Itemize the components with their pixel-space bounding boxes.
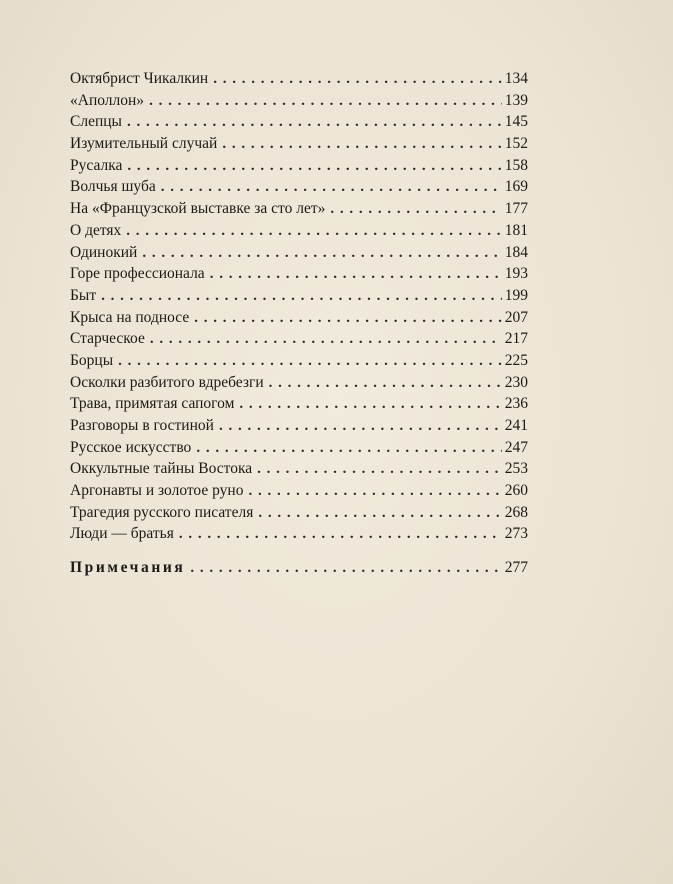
toc-entry <box>70 133 528 155</box>
dot-leader <box>126 221 501 243</box>
toc-entry-title: Борцы <box>70 351 114 369</box>
toc-entry <box>70 523 528 545</box>
toc-entry-title: Октябрист Чикалкин <box>70 70 209 87</box>
toc-entry-title: Одинокий <box>70 243 138 261</box>
toc-entry <box>70 437 528 459</box>
toc-entry-title: Аргонавты и золотое руно <box>70 482 244 500</box>
toc-entry <box>70 285 528 307</box>
toc-entry <box>70 220 528 242</box>
toc-entry-page: 236 <box>504 395 528 413</box>
toc-entry-page: 230 <box>504 373 528 391</box>
dot-leader <box>210 264 502 286</box>
dot-leader <box>248 481 501 503</box>
toc-entry <box>70 263 528 285</box>
toc-entry-title: Слепцы <box>70 113 122 131</box>
toc-entry-title: Люди — братья <box>70 525 174 543</box>
toc-entry-page: 247 <box>504 438 528 456</box>
table-of-contents <box>70 68 528 579</box>
toc-entry <box>70 242 528 264</box>
toc-entry <box>70 415 528 437</box>
toc-entry <box>70 155 528 177</box>
dot-leader <box>190 558 501 580</box>
toc-entry-title: Изумительный случай <box>70 135 218 153</box>
dot-leader <box>257 459 502 481</box>
dot-leader <box>196 438 501 460</box>
toc-entry-title: Старческое <box>70 330 145 348</box>
toc-entry-page: 152 <box>504 135 528 153</box>
toc-entry-page: 225 <box>504 351 528 369</box>
dot-leader <box>101 286 502 308</box>
toc-entry <box>70 90 528 112</box>
toc-entry-title: Волчья шуба <box>70 178 156 196</box>
dot-leader <box>179 524 502 546</box>
dot-leader <box>118 351 502 373</box>
toc-entry <box>70 307 528 329</box>
toc-entry-page: 273 <box>504 525 528 543</box>
toc-entry-page: 169 <box>504 178 528 196</box>
toc-entry-title: Русское искусство <box>70 438 192 456</box>
toc-entry-page: 260 <box>504 482 528 500</box>
toc-entry-title: Трава, примятая сапогом <box>70 395 235 413</box>
toc-entry-title: Русалка <box>70 156 123 174</box>
toc-entry-page: 199 <box>504 286 528 304</box>
toc-entry-page: 217 <box>504 330 528 348</box>
dot-leader <box>239 394 501 416</box>
toc-entry-page: 241 <box>504 417 528 434</box>
toc-entry-page: 177 <box>504 200 528 218</box>
toc-entry <box>70 502 528 524</box>
dot-leader <box>213 69 502 91</box>
dot-leader <box>127 112 502 134</box>
dot-leader <box>269 373 502 395</box>
toc-entry-page: 253 <box>504 460 528 478</box>
toc-entry-title: На «Французской выставке за сто лет» <box>70 200 326 218</box>
dot-leader <box>161 177 502 199</box>
toc-entry <box>70 328 528 350</box>
toc-entry-page: 181 <box>504 221 528 239</box>
toc-entry-title: Разговоры в гостиной <box>70 417 214 434</box>
toc-entry-page: 158 <box>504 156 528 174</box>
toc-entry-title: Оккультные тайны Востока <box>70 460 253 478</box>
notes-title: Примечания <box>70 559 186 577</box>
toc-entry-title: Крыса на подносе <box>70 308 190 326</box>
toc-entry <box>70 111 528 133</box>
dot-leader <box>222 134 501 156</box>
toc-entry-page: 134 <box>504 70 528 87</box>
toc-entry-title: Осколки разбитого вдребезги <box>70 373 264 391</box>
dot-leader <box>219 416 502 438</box>
dot-leader <box>330 199 501 221</box>
toc-entry-notes <box>70 557 528 579</box>
toc-entry <box>70 393 528 415</box>
toc-entry <box>70 198 528 220</box>
toc-entry-title: Горе профессионала <box>70 265 205 283</box>
toc-entry-page: 145 <box>504 113 528 131</box>
toc-entry <box>70 458 528 480</box>
toc-entry <box>70 480 528 502</box>
notes-page: 277 <box>504 559 528 577</box>
toc-entry <box>70 350 528 372</box>
toc-entry-title: О детях <box>70 221 122 239</box>
toc-entry-page: 184 <box>504 243 528 261</box>
toc-entry-title: «Аполлон» <box>70 91 145 109</box>
toc-entry-page: 139 <box>504 91 528 109</box>
toc-entry <box>70 68 528 90</box>
dot-leader <box>150 329 502 351</box>
dot-leader <box>149 91 502 113</box>
toc-entry-page: 268 <box>504 503 528 521</box>
toc-entry <box>70 176 528 198</box>
toc-entry <box>70 372 528 394</box>
dot-leader <box>142 243 501 265</box>
dot-leader <box>127 156 501 178</box>
toc-entry-title: Трагедия русского писателя <box>70 503 254 521</box>
dot-leader <box>258 503 501 525</box>
toc-entry-page: 207 <box>504 308 528 326</box>
toc-entry-title: Быт <box>70 286 97 304</box>
toc-entry-page: 193 <box>504 265 528 283</box>
dot-leader <box>194 308 502 330</box>
